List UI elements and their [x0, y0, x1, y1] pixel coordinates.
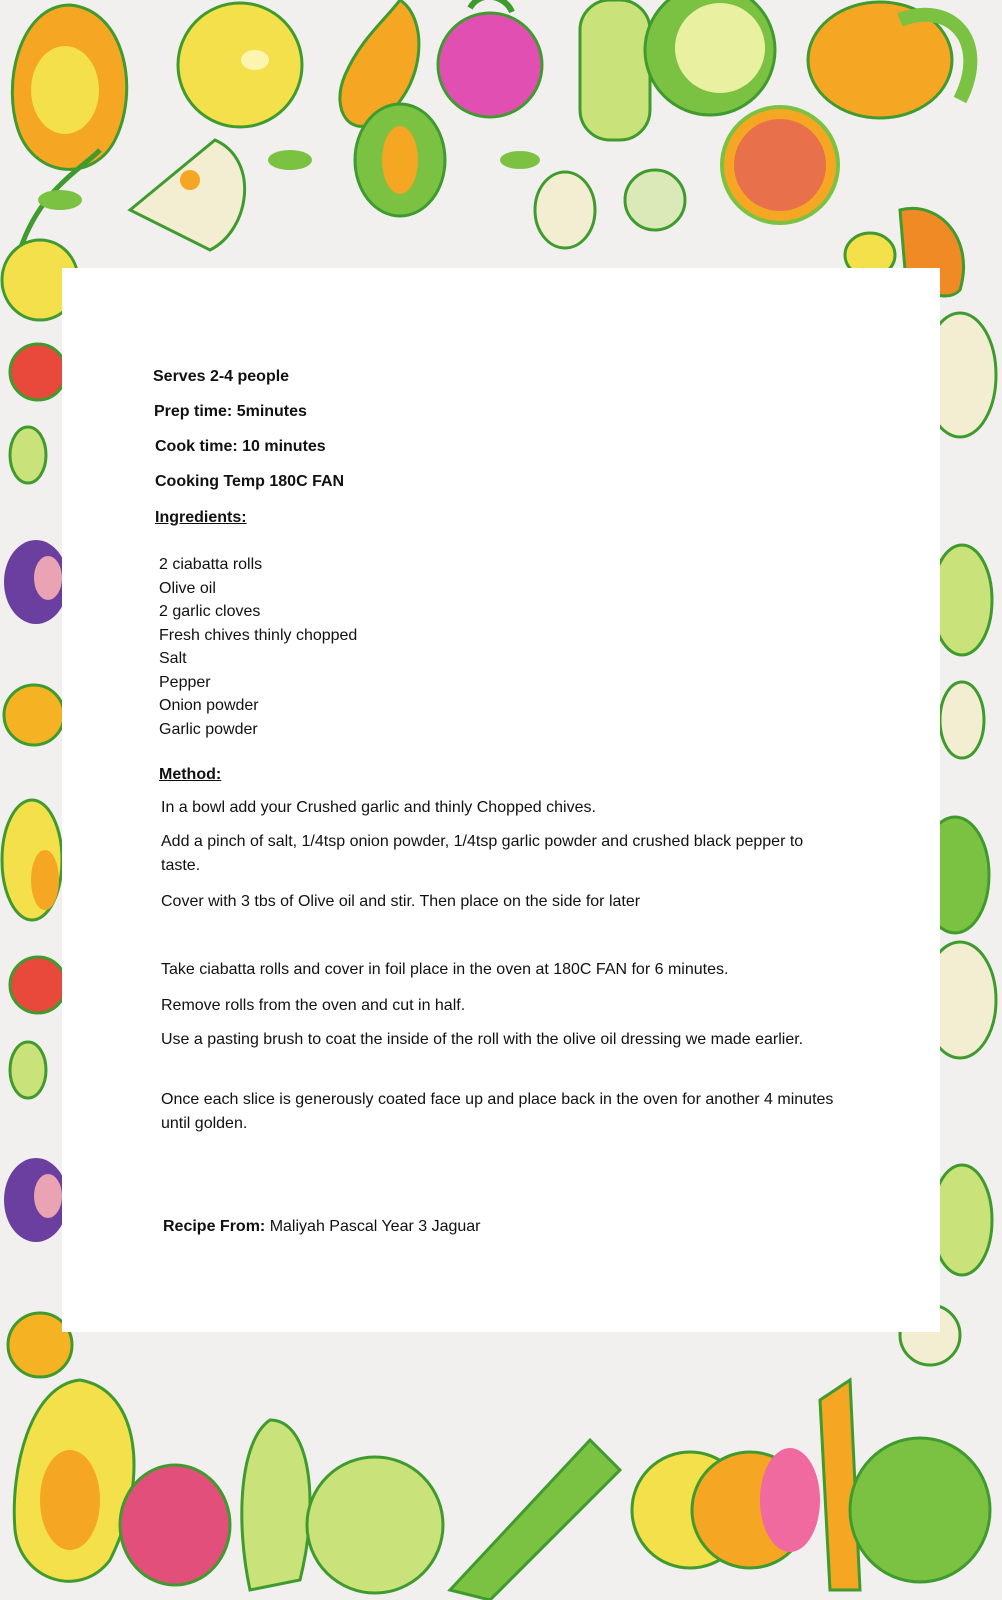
method-step: Cover with 3 tbs of Olive oil and stir. Then place on the side for later: [161, 893, 641, 910]
bottom-green-pepper-icon: [850, 1438, 990, 1582]
leaf-sprigs-icon: [20, 150, 540, 250]
method-step: Add a pinch of salt, 1/4tsp onion powder, 1/4tsp garlic powder and crushed black pepper to taste.: [161, 833, 804, 874]
apple-icon: [178, 3, 302, 127]
recipe-sheet: [62, 268, 940, 1332]
cook-time-line: Cook time: 10 minutes: [155, 438, 326, 455]
turnip-icon: [535, 172, 595, 248]
celery-icon: [580, 0, 650, 140]
credit-label: Recipe From:: [163, 1218, 266, 1235]
list-item: 2 ciabatta rolls: [159, 556, 263, 573]
list-item: 2 garlic cloves: [159, 603, 261, 620]
method-step: Remove rolls from the oven and cut in half.: [161, 997, 466, 1014]
method-step: Use a pasting brush to coat the inside of the roll with the olive oil dressing we made earlier.: [161, 1031, 804, 1048]
method-step: In a bowl add your Crushed garlic and thinly Chopped chives.: [161, 799, 596, 816]
prep-time-line: Prep time: 5minutes: [154, 403, 307, 420]
method-step: Take ciabatta rolls and cover in foil place in the oven at 180C FAN for 6 minutes.: [161, 961, 729, 978]
ingredients-list: [159, 553, 357, 741]
papaya-icon: [12, 5, 126, 169]
bottom-papaya-icon: [14, 1380, 134, 1581]
bottom-pepper-icon: [632, 1448, 820, 1568]
recipe-credit: [163, 1218, 481, 1236]
list-item: Salt: [159, 650, 187, 667]
grapefruit-icon: [722, 107, 838, 223]
cooking-temp-line: Cooking Temp 180C FAN: [155, 473, 345, 490]
bottom-daikon-icon: [242, 1420, 310, 1590]
list-item: Garlic powder: [159, 720, 258, 738]
method-step: Once each slice is generously coated face up and place back in the oven for another 4 minutes until golden.: [161, 1091, 834, 1132]
melon-icon: [645, 0, 775, 115]
cabbage-small-icon: [625, 170, 685, 230]
list-item: Olive oil: [159, 579, 216, 597]
mango-right-icon: [808, 2, 970, 118]
serves-line: Serves 2-4 people: [153, 368, 290, 385]
bottom-cabbage-icon: [307, 1457, 443, 1593]
credit-value: Maliyah Pascal Year 3 Jaguar: [269, 1218, 481, 1235]
bottom-radish-icon: [120, 1465, 230, 1585]
bottom-leek-icon: [450, 1440, 620, 1600]
list-item: Fresh chives thinly chopped: [159, 626, 358, 644]
avocado-icon: [355, 104, 445, 216]
radish-icon: [438, 0, 542, 117]
list-item: Pepper: [159, 673, 211, 691]
ingredients-heading: Ingredients:: [155, 509, 247, 526]
method-heading: Method:: [159, 766, 222, 783]
melon-slice-icon: [130, 140, 245, 250]
list-item: Onion powder: [159, 697, 259, 714]
